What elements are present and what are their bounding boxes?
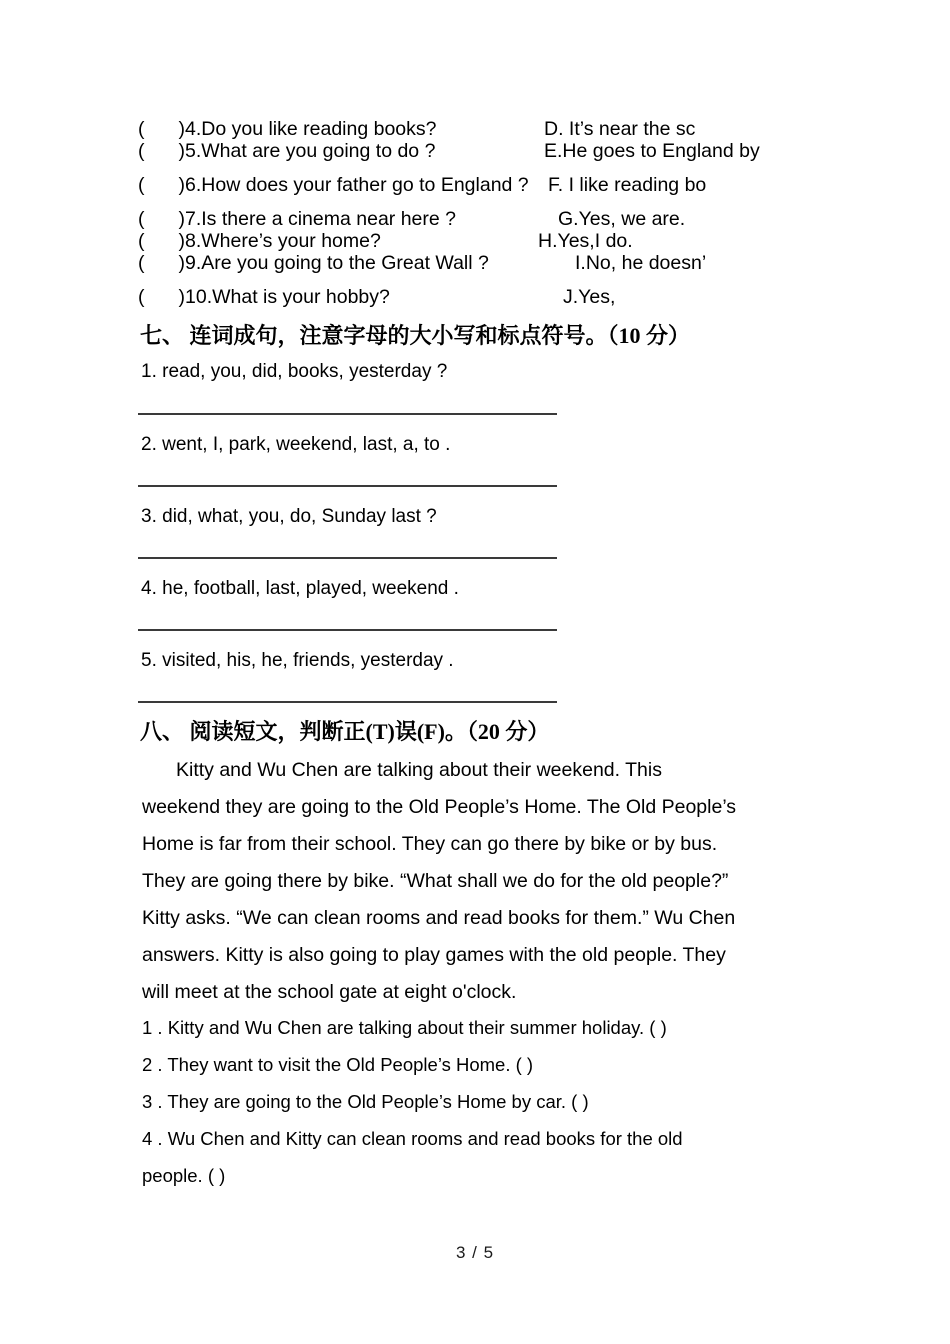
answer-blank-parens[interactable]: ( ) (138, 208, 185, 230)
matching-row (138, 230, 838, 252)
matching-row (138, 252, 838, 274)
answer-blank-parens[interactable]: ( ) (138, 286, 185, 308)
matching-option: F. I like reading bo (548, 174, 707, 196)
item-question: How does your father go to England ? (201, 174, 529, 196)
matching-option: G.Yes, we are. (558, 208, 686, 230)
matching-option: E.He goes to England by (544, 140, 760, 162)
answer-blank-parens[interactable]: ( ) (138, 252, 185, 274)
item-question: Is there a cinema near here ? (201, 208, 456, 230)
true-false-statement[interactable]: 1 . Kitty and Wu Chen are talking about their summer holiday. ( ) (142, 1017, 667, 1038)
matching-option: I.No, he doesn’ (575, 252, 707, 274)
item-number: 10. (185, 286, 213, 308)
answer-blank-parens[interactable]: ( ) (138, 118, 185, 140)
section-heading-seven: 七、 连词成句，注意字母的大小写和标点符号。（10 分） (140, 323, 691, 348)
item-question: What is your hobby? (212, 286, 390, 308)
answer-write-line[interactable] (138, 413, 557, 415)
passage-line: Kitty and Wu Chen are talking about their weekend. This (176, 759, 662, 781)
item-question: Do you like reading books? (201, 118, 437, 140)
scramble-item: 3. did, what, you, do, Sunday last ? (141, 506, 437, 527)
scramble-item: 1. read, you, did, books, yesterday ? (141, 361, 448, 382)
true-false-statement[interactable]: 4 . Wu Chen and Kitty can clean rooms and read books for the old (142, 1128, 683, 1149)
item-number: 8. (185, 230, 202, 252)
matching-row (138, 174, 838, 196)
scramble-item: 2. went, I, park, weekend, last, a, to . (141, 434, 451, 455)
answer-write-line[interactable] (138, 629, 557, 631)
item-number: 4. (185, 118, 202, 140)
matching-option: H.Yes,I do. (538, 230, 633, 252)
scramble-item: 4. he, football, last, played, weekend . (141, 578, 459, 599)
item-number: 6. (185, 174, 202, 196)
answer-write-line[interactable] (138, 701, 557, 703)
item-question: Are you going to the Great Wall ? (201, 252, 489, 274)
passage-line: answers. Kitty is also going to play games with the old people. They (142, 944, 726, 966)
answer-blank-parens[interactable]: ( ) (138, 140, 185, 162)
item-number: 7. (185, 208, 202, 230)
true-false-statement[interactable]: people. ( ) (142, 1165, 226, 1186)
passage-line: weekend they are going to the Old People’s Home. The Old People’s (142, 796, 737, 818)
matching-row (138, 140, 838, 162)
true-false-statement[interactable]: 3 . They are going to the Old People’s Home by car. ( ) (142, 1091, 589, 1112)
answer-blank-parens[interactable]: ( ) (138, 230, 185, 252)
passage-line: Kitty asks. “We can clean rooms and read books for them.” Wu Chen (142, 907, 736, 929)
matching-option: D. It’s near the sc (544, 118, 696, 140)
true-false-statement[interactable]: 2 . They want to visit the Old People’s Home. ( ) (142, 1054, 534, 1075)
page-number-footer: 3 / 5 (455, 1243, 495, 1262)
matching-row (138, 208, 838, 230)
matching-row (138, 286, 838, 308)
item-number: 5. (185, 140, 202, 162)
answer-write-line[interactable] (138, 557, 557, 559)
passage-line: Home is far from their school. They can go there by bike or by bus. (142, 833, 718, 855)
matching-option: J.Yes, (563, 286, 616, 308)
section-heading-eight: 八、 阅读短文，判断正(T)误(F)。（20 分） (140, 719, 550, 744)
item-question: Where’s your home? (201, 230, 381, 252)
item-question: What are you going to do ? (201, 140, 436, 162)
answer-blank-parens[interactable]: ( ) (138, 174, 185, 196)
scramble-item: 5. visited, his, he, friends, yesterday . (141, 650, 454, 671)
matching-row (138, 118, 838, 140)
item-number: 9. (185, 252, 202, 274)
answer-write-line[interactable] (138, 485, 557, 487)
passage-line: will meet at the school gate at eight o'clock. (142, 981, 517, 1003)
passage-line: They are going there by bike. “What shall we do for the old people?” (142, 870, 729, 892)
